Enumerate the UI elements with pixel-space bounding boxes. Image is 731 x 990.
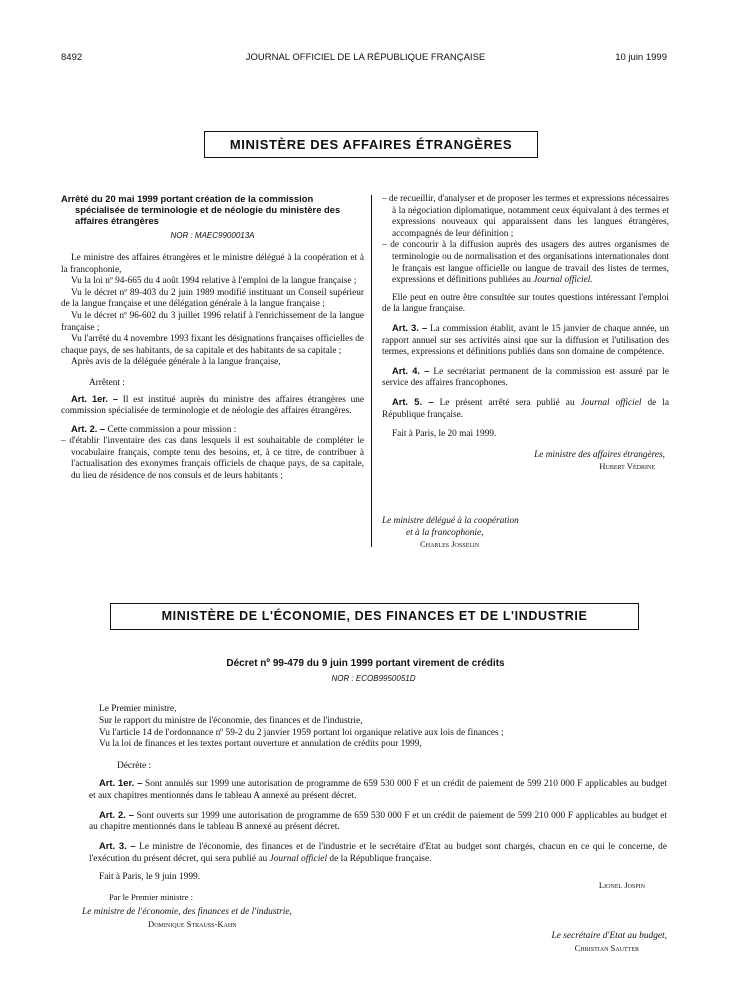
decret-article-1-label: Art. 1er. – (99, 776, 143, 788)
item-3-journal-officiel: Journal officiel. (533, 275, 593, 286)
decret-signature-2-title: Le secrétaire d'Etat au budget, (551, 931, 667, 941)
arrete-vu-decret-1996: Vu le décret nº 96-602 du 3 juillet 1996 relatif à l'enrichissement de la langue française ; (61, 310, 364, 333)
prime-minister-name: Lionel Jospin (598, 880, 645, 890)
signature-2-title-line1: Le ministre délégué à la coopération (382, 516, 519, 526)
article-4-label: Art. 4. – (392, 365, 430, 376)
arrete-vu-arrete-1993: Vu l'arrêté du 4 novembre 1993 fixant les désignations françaises officielles de chaque pays, de ses habitants, de sa capitale et des habitants de sa capitale ; (61, 334, 364, 356)
decret-decrete: Décrète : (117, 761, 152, 772)
ministry-title-affaires-etrangeres: MINISTÈRE DES AFFAIRES ÉTRANGÈRES (204, 131, 538, 158)
decret-nor: NOR : ECOB9950051D (331, 674, 416, 683)
arrete-article-1 (61, 394, 364, 418)
issue-date: 10 juin 1999 (615, 52, 667, 63)
decret-body (89, 704, 667, 884)
decret-intro: Le Premier ministre, (99, 704, 177, 714)
decret-vu-ordonnance: Vu l'article 14 de l'ordonnance nº 59-2 du 2 janvier 1959 portant loi organique relative aux lois de finances ; (99, 727, 504, 738)
item-3-text: – de concourir à la diffusion auprès des usagers des autres organismes de terminologie ou de normalisation et des organisations internationales dont le français est langue officielle ou langue de travail des listes de termes, expressions et définitions publiées au (382, 240, 669, 286)
par-le-premier-ministre: Par le Premier ministre : (109, 892, 194, 902)
article-1-text: Il est institué auprès du ministre des affaires étrangères une commission spécialisée de terminologie et de néologie des affaires étrangères. (61, 394, 364, 417)
arrete-article-3 (382, 323, 669, 359)
arrete-right-column (382, 194, 669, 473)
arrete-left-column (61, 194, 364, 483)
arrete-avis: Après avis de la déléguée générale à la langue française, (71, 357, 281, 368)
article-2-item-2: – de recueillir, d'analyser et de proposer les termes et expressions nécessaires à la négociation diplomatique, notamment ceux équivalant à des termes et expressions nouveaux qui apparaissent dans les langues étrangères, accompagnés de leur définition ; (382, 194, 669, 239)
arrete-title: Arrêté du 20 mai 1999 portant création de la commission spécialisée de terminologie et de néologie du ministère des affaires étrangères (61, 193, 341, 226)
decret-article-2 (89, 809, 667, 835)
decret-article-2-label: Art. 2. – (99, 808, 135, 820)
article-1-label: Art. 1er. – (71, 393, 119, 404)
article-5-text-end: de la République française. (382, 397, 669, 420)
decret-signature-2-name: Christian Sautter (574, 943, 639, 953)
page-number: 8492 (61, 52, 83, 63)
signature-1-title: Le ministre des affaires étrangères, (534, 449, 665, 460)
arrete-nor: NOR : MAEC9900013A (170, 231, 255, 241)
arrete-intro: Le ministre des affaires étrangères et le ministre délégué à la coopération et à la francophonie, (61, 252, 364, 275)
article-4-text: Le secrétariat permanent de la commission est assuré par le service des affaires francophones. (382, 366, 669, 389)
decret-signature-1-title: Le ministre de l'économie, des finances et de l'industrie, (82, 907, 292, 917)
article-2-text: Cette commission a pour mission : (107, 424, 237, 435)
column-divider (371, 195, 372, 547)
decret-article-3-label: Art. 3. – (99, 840, 136, 852)
decret-article-3-text-end: de la République française. (329, 853, 432, 864)
decret-article-1-text: Sont annulés sur 1999 une autorisation de programme de 659 530 000 F et un crédit de paiement de 599 210 000 F applicables au budget et aux chapitres mentionnés dans le tableau A annexé au présent décret. (89, 778, 668, 801)
ministry-title-economie: MINISTÈRE DE L'ÉCONOMIE, DES FINANCES ET DE L'INDUSTRIE (110, 603, 639, 630)
decret-fait-a-paris: Fait à Paris, le 9 juin 1999. (99, 871, 201, 882)
decret-article-1 (89, 777, 667, 803)
decret-article-2-text: Sont ouverts sur 1999 une autorisation de programme de 659 530 000 F et un crédit de paiement de 599 210 000 F applicables au budget et au chapitre mentionnés dans le tableau B annexé au présent décret. (89, 810, 667, 833)
article-2-label: Art. 2. – (71, 423, 106, 434)
decret-signature-1-name: Dominique Strauss-Kahn (148, 919, 237, 929)
decret-title: Décret nº 99-479 du 9 juin 1999 portant virement de crédits (226, 658, 505, 669)
arrete-vu-decret-1989: Vu le décret nº 89-403 du 2 juin 1989 modifié instituant un Conseil supérieur de la langue française et une délégation générale à la langue française ; (61, 287, 364, 310)
arrete-article-5 (382, 397, 669, 421)
article-5-journal-officiel: Journal officiel (580, 397, 642, 408)
decret-sur-rapport: Sur le rapport du ministre de l'économie, des finances et de l'industrie, (99, 715, 363, 726)
arrete-article-2 (61, 424, 364, 437)
decret-article-3 (89, 840, 667, 866)
signature-1-name: Hubert Védrine (599, 461, 655, 472)
decret-vu-loi-finances: Vu la loi de finances et les textes portant ouverture et annulation de crédits pour 1999, (99, 739, 422, 750)
decret-article-3-journal-officiel: Journal officiel (269, 853, 328, 864)
decret-article-3-text: Le ministre de l'économie, des finances et de l'industrie et le secrétaire d'Etat au budget sont chargés, chacun en ce qui le concerne, de l'exécution du présent décret, qui sera publié au (89, 842, 667, 864)
arrete-vu-loi: Vu la loi nº 94-665 du 4 août 1994 relative à l'emploi de la langue française ; (71, 276, 357, 287)
article-5-text: Le présent arrêté sera publié au (439, 397, 575, 408)
arrete-arretent: Arrêtent : (89, 377, 125, 388)
journal-title: JOURNAL OFFICIEL DE LA RÉPUBLIQUE FRANÇAISE (245, 52, 486, 63)
article-5-label: Art. 5. – (392, 396, 434, 407)
arrete-fait-a-paris: Fait à Paris, le 20 mai 1999. (392, 429, 497, 440)
arrete-article-4 (382, 366, 669, 390)
signature-2-name: Charles Josselin (420, 539, 480, 550)
signature-2-title-line2: et à la francophonie, (406, 527, 484, 538)
article-2-item-3 (382, 240, 669, 286)
arrete-consultation: Elle peut en outre être consultée sur toutes questions intéressant l'emploi de la langue française. (382, 292, 669, 315)
article-3-text: La commission établit, avant le 15 janvier de chaque année, un rapport annuel sur ses activités ainsi que sur la diffusion et l'utilisation des termes, expressions et définitions publiés dans son domaine de compétence. (382, 323, 670, 358)
signature-2-block (382, 516, 669, 551)
article-2-item-1: – d'établir l'inventaire des cas dans lesquels il est souhaitable de compléter le vocabulaire français, compte tenu des besoins, et, à ce titre, de contribuer à l'actualisation des exonymes français officiels de chaque pays, de sa capitale, du lieu de résidence de nos consuls et de leurs habitants ; (61, 436, 364, 482)
article-3-label: Art. 3. – (392, 322, 428, 333)
